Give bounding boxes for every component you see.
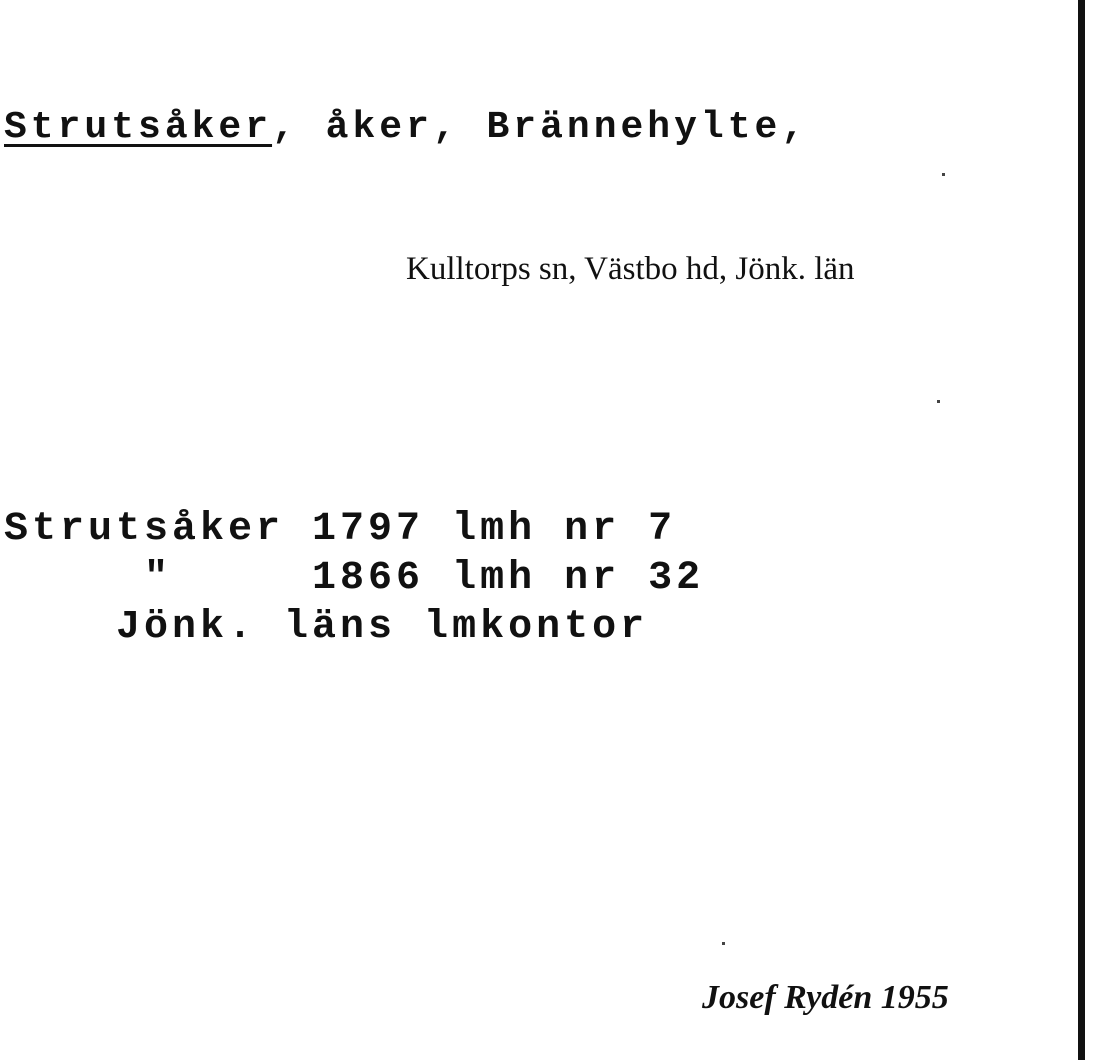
headword-name: Strutsåker <box>4 106 273 149</box>
speck-mark <box>942 173 945 176</box>
card-edge-line <box>1078 0 1085 1060</box>
headword-line <box>4 106 809 149</box>
headword-description: , åker, Brännehylte, <box>272 106 809 149</box>
location-line: Kulltorps sn, Västbo hd, Jönk. län <box>406 251 855 287</box>
speck-mark <box>937 400 940 403</box>
record-line-3: Jönk. läns lmkontor <box>4 605 649 650</box>
author-signature: Josef Rydén 1955 <box>702 979 949 1016</box>
speck-mark <box>722 942 725 945</box>
record-line-2: " 1866 lmh nr 32 <box>4 556 705 601</box>
record-line-1: Strutsåker 1797 lmh nr 7 <box>4 507 677 552</box>
